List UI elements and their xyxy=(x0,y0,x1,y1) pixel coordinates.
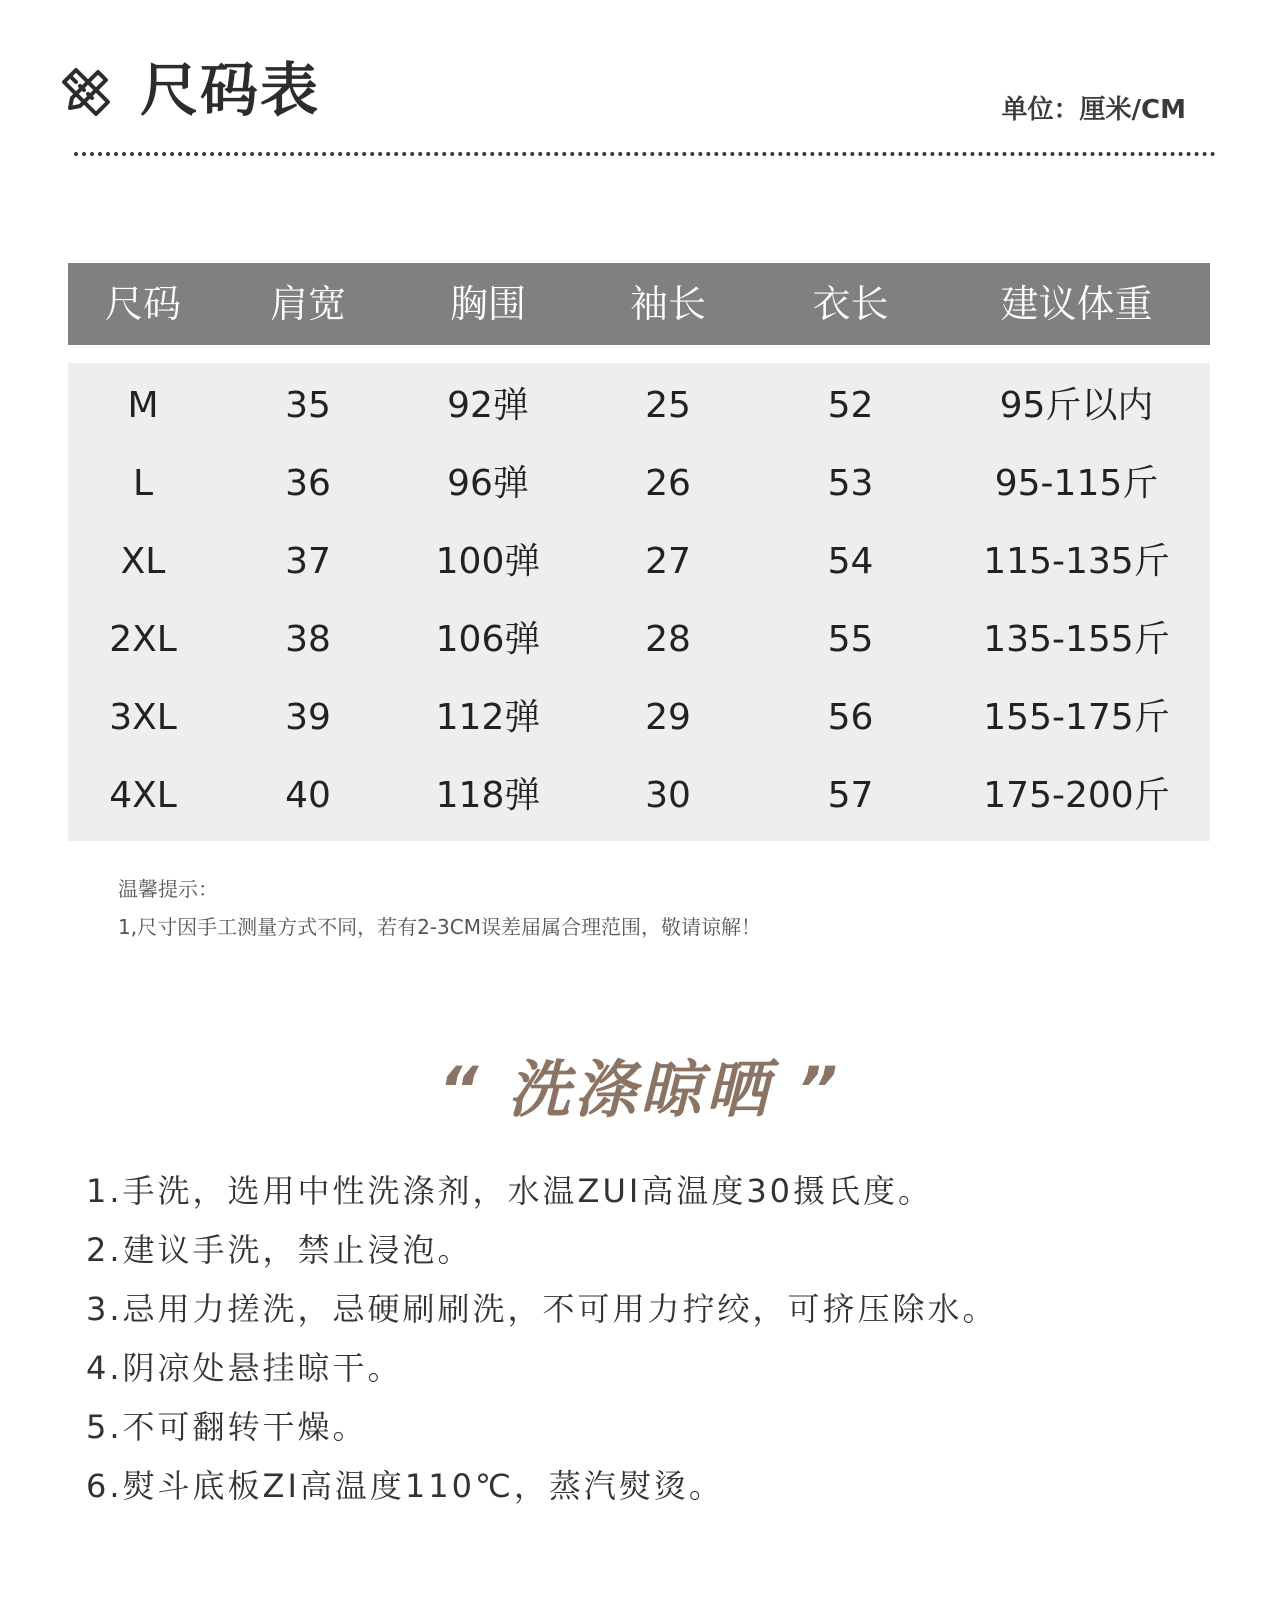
table-row xyxy=(68,523,1210,601)
table-cell: 118弹 xyxy=(435,775,541,816)
column-header: 尺码 xyxy=(104,282,181,326)
table-cell: 106弹 xyxy=(435,619,541,660)
table-cell: 53 xyxy=(827,463,874,504)
column-header: 肩宽 xyxy=(269,282,346,326)
list-item: 5.不可翻转干燥。 xyxy=(86,1408,368,1446)
unit-label: 单位：厘米/CM xyxy=(1001,95,1186,125)
size-table xyxy=(68,263,1210,841)
table-cell: 56 xyxy=(827,697,874,738)
ruler-pencil-icon xyxy=(58,64,114,120)
notice xyxy=(118,874,761,942)
table-cell: 37 xyxy=(285,541,331,582)
table-cell: 135-155斤 xyxy=(983,619,1170,660)
table-cell: 30 xyxy=(645,775,691,816)
list-item: 3.忌用力搓洗，忌硬刷刷洗，不可用力拧绞，可挤压除水。 xyxy=(86,1290,998,1328)
table-cell: 2XL xyxy=(109,619,177,660)
table-cell: 155-175斤 xyxy=(983,697,1170,738)
table-cell: 52 xyxy=(827,385,874,426)
table-cell: 175-200斤 xyxy=(983,775,1170,816)
table-cell: XL xyxy=(120,541,166,582)
table-cell: L xyxy=(132,463,154,504)
table-cell: 92弹 xyxy=(447,385,529,426)
table-cell: 39 xyxy=(285,697,331,738)
table-header xyxy=(68,263,1210,345)
column-header: 建议体重 xyxy=(1000,282,1153,326)
table-cell: 26 xyxy=(645,463,691,504)
table-cell: 112弹 xyxy=(435,697,541,738)
list-item: 1.手洗，选用中性洗涤剂，水温ZUI高温度30摄氏度。 xyxy=(86,1172,934,1210)
table-cell: 29 xyxy=(645,697,691,738)
list-item: 6.熨斗底板ZI高温度110℃，蒸汽熨烫。 xyxy=(86,1467,724,1505)
table-cell: 27 xyxy=(645,541,691,582)
list-item: 2.建议手洗，禁止浸泡。 xyxy=(86,1231,473,1269)
table-cell: 96弹 xyxy=(447,463,529,504)
table-row xyxy=(68,679,1210,757)
table-cell: 3XL xyxy=(109,697,177,738)
wash-section-title: “ 洗涤晾晒 ” xyxy=(438,1053,842,1126)
table-cell: 36 xyxy=(285,463,331,504)
notice-title: 温馨提示： xyxy=(118,877,218,901)
table-cell: 35 xyxy=(285,385,331,426)
column-header: 袖长 xyxy=(629,282,706,326)
table-cell: 54 xyxy=(827,541,874,582)
table-cell: 55 xyxy=(827,619,874,660)
column-header: 胸围 xyxy=(449,282,526,326)
table-row xyxy=(68,445,1210,523)
care-instructions xyxy=(86,1162,1206,1516)
list-item: 4.阴凉处悬挂晾干。 xyxy=(86,1349,403,1387)
table-cell: 115-135斤 xyxy=(983,541,1170,582)
table-cell: 57 xyxy=(827,775,874,816)
table-cell: 4XL xyxy=(109,775,177,816)
table-cell: 28 xyxy=(645,619,691,660)
table-row xyxy=(68,757,1210,835)
header xyxy=(0,0,1280,170)
table-cell: 25 xyxy=(645,385,691,426)
page-title: 尺码表 xyxy=(140,56,321,124)
table-row xyxy=(68,367,1210,445)
table-cell: 95斤以内 xyxy=(999,385,1154,426)
dotted-divider xyxy=(74,152,1216,156)
table-cell: 100弹 xyxy=(435,541,541,582)
table-body xyxy=(68,363,1210,841)
table-cell: 38 xyxy=(285,619,331,660)
table-cell: 95-115斤 xyxy=(994,463,1159,504)
table-row xyxy=(68,601,1210,679)
notice-text: 1,尺寸因手工测量方式不同，若有2-3CM误差届属合理范围，敬请谅解！ xyxy=(118,915,761,939)
table-cell: M xyxy=(127,385,159,426)
table-cell: 40 xyxy=(285,775,331,816)
column-header: 衣长 xyxy=(812,282,889,326)
